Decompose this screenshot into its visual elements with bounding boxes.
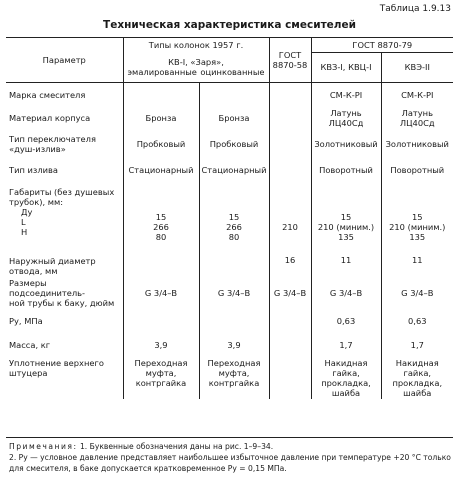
row-dims [6,181,453,243]
row-label: Габариты (без душевых трубок), мм: Ду L Н [9,186,115,237]
notes-heading: Примечания: [9,442,78,451]
row-pressure [6,309,453,333]
cell: 15 210 (миним.) 135 [381,181,453,243]
cell: G 3/4–В [311,277,381,309]
row-label: Уплотнение верхнего штуцера [9,357,104,378]
header-types-1957: Типы колонок 1957 г. [123,38,269,52]
cell: 0,63 [381,309,453,333]
row-label: Наружный диаметр отвода, мм [9,255,96,276]
cell: 1,7 [381,333,453,357]
row-label: Марка смесителя [9,89,86,100]
header-zinc: оцинкованные [200,67,265,77]
row-mass [6,333,453,357]
row-label: Тип излива [9,164,58,175]
row-seal [6,357,453,399]
cell: Пробковый [199,129,269,159]
cell: Латунь ЛЦ40Сд [311,107,381,129]
cell: 11 [311,243,381,277]
table-title: Техническая характеристика смесителей [103,19,356,31]
row-material [6,107,453,129]
note-line-1: Примечания: 1. Буквенные обозначения даны на рис. 1–9–34. [9,442,274,451]
cell: Переходная муфта, контргайка [199,357,269,399]
cell: Пробковый [123,129,199,159]
header-kv [123,52,269,83]
header-enamel: эмалированные [127,67,197,77]
row-label: Масса, кг [9,339,51,350]
cell: Стационарный [199,159,269,181]
header-param: Параметр [6,38,123,83]
cell: G 3/4–В [123,277,199,309]
cell: 11 [381,243,453,277]
header-gost-58-line1: ГОСТ [278,50,302,60]
row-pipe [6,277,453,309]
cell: 3,9 [123,333,199,357]
cell: 15 210 (миним.) 135 [311,181,381,243]
cell: 15 266 80 [199,181,269,243]
cell: Поворотный [311,159,381,181]
cell: G 3/4–В [199,277,269,309]
header-row-1 [6,38,453,52]
cell: Поворотный [381,159,453,181]
header-gost-58 [269,38,311,83]
cell: Стационарный [123,159,199,181]
cell: G 3/4–В [381,277,453,309]
header-gost-79: ГОСТ 8870-79 [311,38,453,52]
note-line-2: 2. Ру — условное давление представляет наибольшее избыточное давление при температуре +20 °С только [9,453,451,462]
cell: Бронза [199,107,269,129]
cell: Латунь ЛЦ40Сд [381,107,453,129]
table-notes [6,437,453,474]
row-label: Размеры подсоединитель- ной трубы к баку, дюйм [9,277,115,308]
cell: 3,9 [199,333,269,357]
cell: 1,7 [311,333,381,357]
cell: 15 266 80 [123,181,199,243]
row-outlet [6,243,453,277]
cell: Накидная гайка, прокладка, шайба [381,357,453,399]
row-mark [6,83,453,107]
cell: Переходная муфта, контргайка [123,357,199,399]
header-kvz2: КВЭ-II [381,52,453,83]
table-number: Таблица 1.9.13 [379,4,451,14]
row-spout [6,159,453,181]
cell: 210 [269,181,311,243]
cell: СМ-К-РI [311,83,381,107]
cell: G 3/4–В [269,277,311,309]
header-gost-58-line2: 8870-58 [272,60,308,70]
cell: Бронза [123,107,199,129]
row-label: Ру, МПа [9,315,43,326]
note-line-3: для смесителя, в баке допускается кратковременное Ру = 0,15 МПа. [9,464,287,473]
row-switch [6,129,453,159]
cell: 0,63 [311,309,381,333]
row-label: Тип переключателя «душ-излив» [9,133,96,154]
header-kvz1: КВЗ-I, КВЦ-I [311,52,381,83]
cell: Золотниковый [381,129,453,159]
cell: Накидная гайка, прокладка, шайба [311,357,381,399]
spec-table [6,38,453,399]
cell: СМ-К-РI [381,83,453,107]
header-kv-label: КВ-I, «Заря», [168,57,224,67]
cell: 16 [269,243,311,277]
row-label: Материал корпуса [9,112,91,123]
cell: Золотниковый [311,129,381,159]
